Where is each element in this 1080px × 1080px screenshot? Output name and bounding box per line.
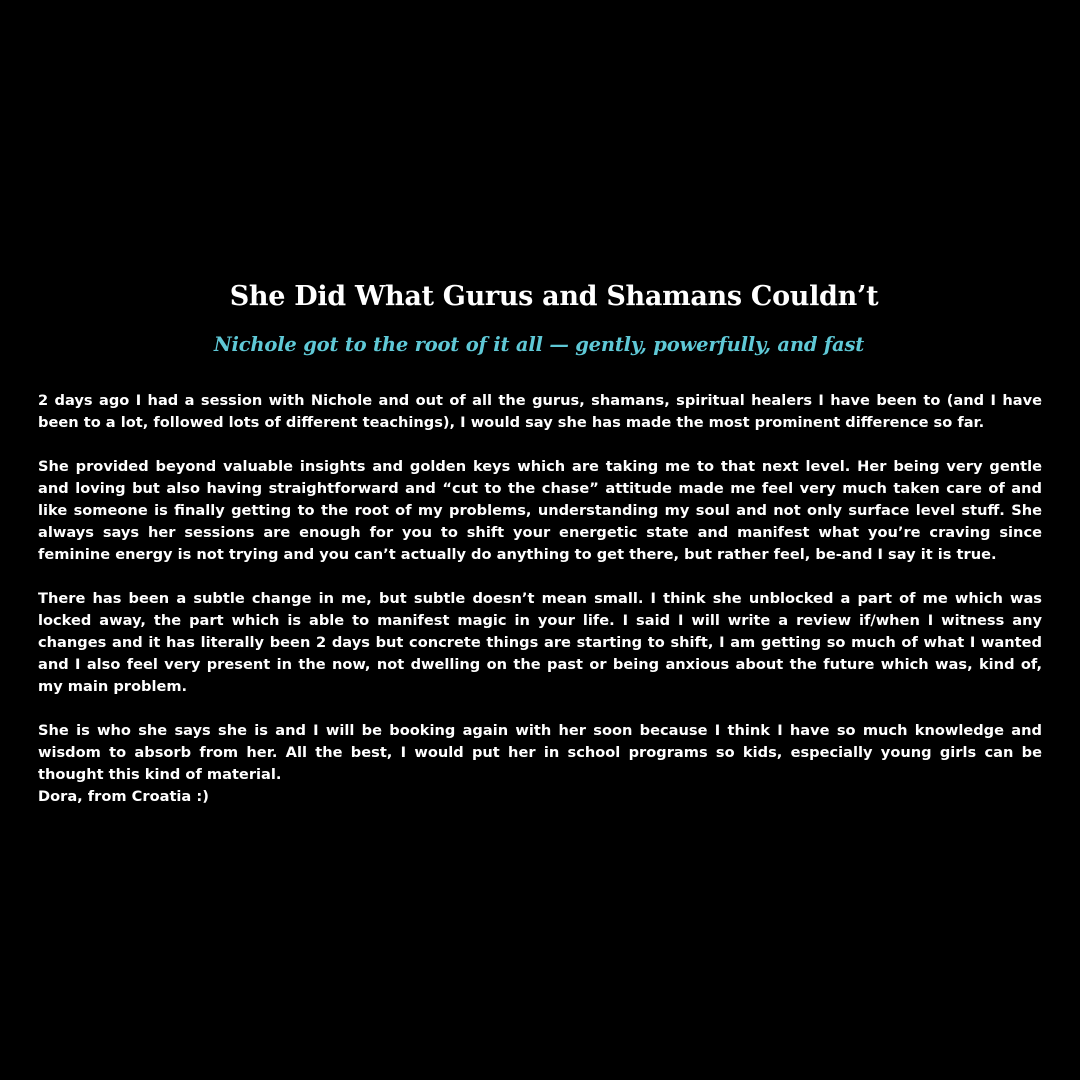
review-subtitle: Nichole got to the root of it all — gently, powerfully, and fast xyxy=(213,333,865,356)
review-signature: Dora, from Croatia :) xyxy=(38,788,209,805)
review-title: She Did What Gurus and Shamans Couldn’t xyxy=(229,281,879,312)
review-body xyxy=(38,390,1042,808)
review-paragraph: She provided beyond valuable insights and golden keys which are taking me to that next level. Her being very gentle and loving but also having straightforward and “cut to the chase” attitude made me feel very much taken care of and like someone is finally getting to the root of my problems, understanding my soul and not only surface level stuff. She always says her sessions are enough for you to shift your energetic state and manifest what you’re craving since feminine energy is not trying and you can’t actually do anything to get there, but rather feel, be-and I say it is true. xyxy=(38,458,1042,563)
review-paragraph: There has been a subtle change in me, but subtle doesn’t mean small. I think she unblocked a part of me which was locked away, the part which is able to manifest magic in your life. I said I will write a review if/when I witness any changes and it has literally been 2 days but concrete things are starting to shift, I am getting so much of what I wanted and I also feel very present in the now, not dwelling on the past or being anxious about the future which was, kind of, my main problem. xyxy=(38,590,1042,695)
review-paragraph: 2 days ago I had a session with Nichole and out of all the gurus, shamans, spiritual healers I have been to (and I have been to a lot, followed lots of different teachings), I would say she has made the most prominent difference so far. xyxy=(38,392,1042,431)
review-paragraph: She is who she says she is and I will be booking again with her soon because I think I have so much knowledge and wisdom to absorb from her. All the best, I would put her in school programs so kids, especially young girls can be thought this kind of material. xyxy=(38,722,1042,783)
